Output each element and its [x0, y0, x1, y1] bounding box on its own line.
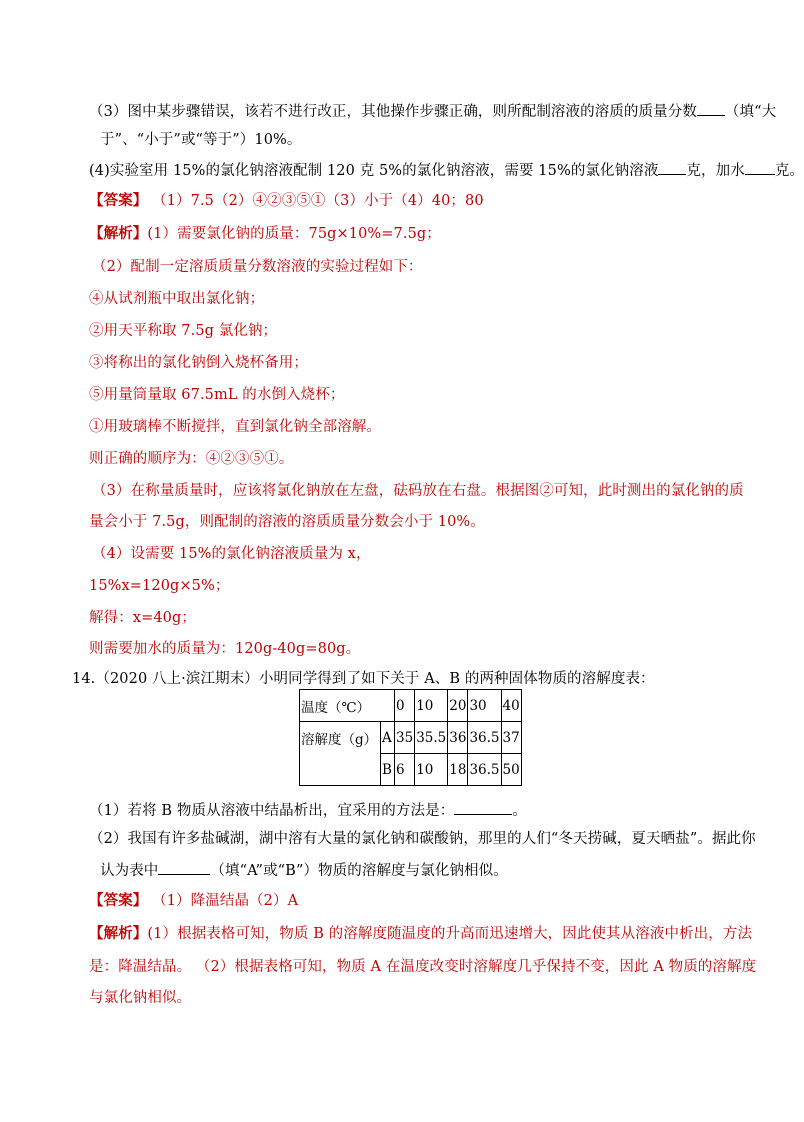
solubility-table	[299, 689, 522, 786]
table-cell	[300, 754, 381, 786]
q13-analysis-line: （2）配制一定溶质质量分数溶液的实验过程如下：	[92, 259, 423, 275]
answer-blank	[454, 800, 512, 815]
q13-analysis-line: ①用玻璃棒不断搅拌，直到氯化钠全部溶解。	[89, 419, 381, 435]
table-header-label: 温度（℃）	[300, 690, 395, 722]
table-cell: 30	[468, 690, 501, 722]
q14-analysis-line: 【解析】(1）根据表格可知，物质 B 的溶解度随温度的升高而迅速增大，因此使其从溶液中析出，方法	[89, 925, 753, 942]
q14-sub2-line1: （2）我国有许多盐碱湖，湖中溶有大量的氯化钠和碳酸钠，那里的人们“冬天捞碱，夏天晒盐”。据此你	[89, 831, 756, 847]
q13-analysis-line: 15%x=120g×5%；	[89, 578, 230, 594]
q14-stem: 14.（2020 八上·滨江期末）小明同学得到了如下关于 A、B 的两种固体物质的溶解度表：	[72, 671, 655, 687]
q13-analysis-line: ③将称出的氯化钠倒入烧杯备用；	[89, 355, 308, 371]
q13-analysis-line: ②用天平称取 7.5g 氯化钠；	[89, 323, 278, 339]
q14-analysis-line: 与氯化钠相似。	[89, 990, 192, 1006]
q14-analysis-line: 是：降温结晶。 （2）根据表格可知，物质 A 在温度改变时溶解度几乎保持不变，因此 A 物质的溶解度	[89, 959, 757, 975]
answer-blank	[697, 101, 725, 116]
table-cell: 20	[448, 690, 468, 722]
q13-analysis-line: （3）在称量质量时，应该将氯化钠放在左盘，砝码放在右盘。根据图②可知，此时测出的氯化钠的质	[92, 483, 744, 499]
table-cell: 6	[395, 754, 415, 786]
table-cell: 40	[501, 690, 521, 722]
answer-blank	[658, 160, 686, 175]
q14-answer: 【答案】 （1）降温结晶（2）A	[89, 892, 299, 909]
q13-analysis-line: ⑤用量筒量取 67.5mL 的水倒入烧杯；	[89, 387, 345, 403]
table-cell: A	[381, 722, 395, 754]
table-cell: 18	[448, 754, 468, 786]
table-cell: 36	[448, 722, 468, 754]
q13-sub3-line1: （3）图中某步骤错误，该若不进行改正，其他操作步骤正确，则所配制溶液的溶质的质量分数 （填“大	[89, 101, 776, 122]
q13-analysis-line: 则需要加水的质量为：120g-40g=80g。	[89, 641, 361, 657]
table-cell: 50	[501, 754, 521, 786]
table-row	[300, 754, 522, 786]
q13-sub4-line: (4)实验室用 15%的氯化钠溶液配制 120 克 5%的氯化钠溶液，需要 15%的氯化钠溶液 克，加水 克。	[89, 160, 804, 181]
table-cell: 36.5	[468, 754, 501, 786]
table-cell: 10	[415, 754, 448, 786]
table-cell: B	[381, 754, 395, 786]
q13-analysis-line: 【解析】(1）需要氯化钠的质量：75g×10%=7.5g；	[89, 225, 441, 242]
table-cell: 36.5	[468, 722, 501, 754]
table-cell: 0	[395, 690, 415, 722]
table-row	[300, 690, 522, 722]
table-cell: 35	[395, 722, 415, 754]
table-cell: 37	[501, 722, 521, 754]
table-cell: 35.5	[415, 722, 448, 754]
q13-analysis-line: 则正确的顺序为：④②③⑤①。	[89, 451, 294, 467]
answer-blank	[745, 160, 775, 175]
q14-sub1: （1）若将 B 物质从溶液中结晶析出，宜采用的方法是： 。	[89, 800, 527, 821]
table-row-label: 溶解度（g）	[300, 722, 381, 754]
q14-sub2-line2: 认为表中 （填“A”或“B”）物质的溶解度与氯化钠相似。	[100, 860, 508, 881]
q13-analysis-line: ④从试剂瓶中取出氯化钠；	[89, 291, 265, 307]
q13-sub3-line2: 于”、“小于”或“等于”）10%。	[100, 132, 302, 148]
q13-analysis-line: 量会小于 7.5g，则配制的溶液的溶质质量分数会小于 10%。	[89, 514, 485, 530]
answer-blank	[158, 860, 210, 875]
q13-analysis-line: 解得：x=40g；	[89, 610, 196, 626]
q13-answer: 【答案】 （1）7.5（2）④②③⑤①（3）小于（4）40；80	[89, 192, 484, 209]
q13-analysis-line: （4）设需要 15%的氯化钠溶液质量为 x，	[92, 546, 371, 562]
table-cell: 10	[415, 690, 448, 722]
table-row	[300, 722, 522, 754]
